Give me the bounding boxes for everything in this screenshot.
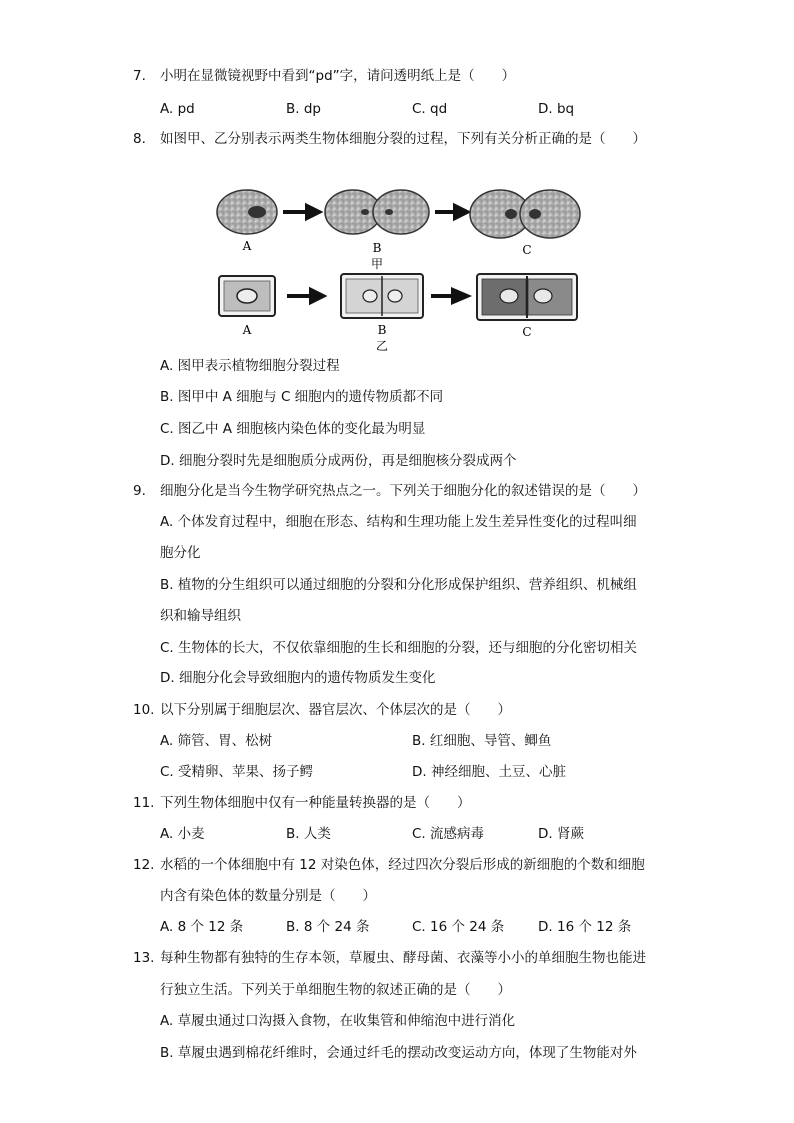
option-b: B. 植物的分生组织可以通过细胞的分裂和分化形成保护组织、营养组织、机械组 bbox=[160, 577, 637, 593]
option-b: B. 人类 bbox=[286, 826, 331, 842]
nucleus bbox=[534, 289, 552, 303]
option-a: A. 个体发育过程中，细胞在形态、结构和生理功能上发生差异性变化的过程叫细 bbox=[160, 514, 637, 530]
label-a: A bbox=[242, 239, 252, 253]
row-yi bbox=[219, 274, 577, 352]
arrow-icon bbox=[283, 206, 319, 218]
option-b: B. 红细胞、导管、鲫鱼 bbox=[412, 733, 552, 749]
row-jia bbox=[217, 190, 580, 271]
cell-division-figure bbox=[205, 182, 595, 352]
question-text: 小明在显微镜视野中看到“pd”字，请问透明纸上是（ ） bbox=[160, 68, 516, 84]
option-c: C. qd bbox=[412, 101, 448, 117]
nucleus bbox=[385, 209, 393, 215]
label-b: B bbox=[372, 241, 382, 255]
question-number: 8. bbox=[133, 131, 146, 147]
question-number: 10. bbox=[133, 702, 155, 718]
option-c: C. 16 个 24 条 bbox=[412, 919, 505, 935]
label-c: C bbox=[522, 325, 532, 339]
label-c: C bbox=[522, 243, 532, 257]
label-b: B bbox=[377, 323, 387, 337]
option-b: B. dp bbox=[286, 101, 321, 117]
option-d: D. 细胞分化会导致细胞内的遗传物质发生变化 bbox=[160, 670, 436, 686]
question-text: 以下分别属于细胞层次、器官层次、个体层次的是（ ） bbox=[160, 702, 511, 718]
question-number: 13. bbox=[133, 950, 155, 966]
question-text-cont: 内含有染色体的数量分别是（ ） bbox=[160, 888, 376, 904]
option-a: A. pd bbox=[160, 101, 195, 117]
option-c: C. 图乙中 A 细胞核内染色体的变化最为明显 bbox=[160, 421, 426, 437]
arrow-icon bbox=[435, 206, 467, 218]
nucleus bbox=[500, 289, 518, 303]
question-text: 水稻的一个体细胞中有 12 对染色体，经过四次分裂后形成的新细胞的个数和细胞 bbox=[160, 857, 645, 873]
animal-cell-a bbox=[217, 190, 277, 234]
animal-cell-b-right bbox=[373, 190, 429, 234]
question-number: 12. bbox=[133, 857, 155, 873]
question-text: 细胞分化是当今生物学研究热点之一。下列关于细胞分化的叙述错误的是（ ） bbox=[160, 483, 646, 499]
arrow-icon bbox=[431, 290, 467, 302]
question-text: 如图甲、乙分别表示两类生物体细胞分裂的过程，下列有关分析正确的是（ ） bbox=[160, 131, 646, 147]
option-d: D. 16 个 12 条 bbox=[538, 919, 632, 935]
option-a: A. 草履虫通过口沟摄入食物，在收集管和伸缩泡中进行消化 bbox=[160, 1013, 516, 1029]
question-number: 9. bbox=[133, 483, 146, 499]
option-d: D. 神经细胞、土豆、心脏 bbox=[412, 764, 566, 780]
option-a: A. 8 个 12 条 bbox=[160, 919, 244, 935]
arrow-icon bbox=[287, 290, 323, 302]
nucleus bbox=[248, 206, 266, 218]
option-b: B. 图甲中 A 细胞与 C 细胞内的遗传物质都不同 bbox=[160, 389, 444, 405]
option-b: B. 8 个 24 条 bbox=[286, 919, 370, 935]
nucleus bbox=[388, 290, 402, 302]
label-yi: 乙 bbox=[375, 339, 389, 352]
nucleus bbox=[505, 209, 517, 219]
option-c: C. 生物体的长大，不仅依靠细胞的生长和细胞的分裂，还与细胞的分化密切相关 bbox=[160, 640, 638, 656]
option-c: C. 流感病毒 bbox=[412, 826, 485, 842]
option-d: D. bq bbox=[538, 101, 575, 117]
option-a-cont: 胞分化 bbox=[160, 545, 201, 561]
question-number: 7. bbox=[133, 68, 146, 84]
nucleus bbox=[237, 289, 257, 303]
option-d: D. 细胞分裂时先是细胞质分成两份，再是细胞核分裂成两个 bbox=[160, 453, 517, 469]
question-text-cont: 行独立生活。下列关于单细胞生物的叙述正确的是（ ） bbox=[160, 982, 511, 998]
question-text: 每种生物都有独特的生存本领，草履虫、酵母菌、衣藻等小小的单细胞生物也能进 bbox=[160, 950, 646, 966]
question-text: 下列生物体细胞中仅有一种能量转换器的是（ ） bbox=[160, 795, 471, 811]
nucleus bbox=[363, 290, 377, 302]
option-a: A. 小麦 bbox=[160, 826, 205, 842]
option-b-cont: 织和输导组织 bbox=[160, 608, 241, 624]
option-a: A. 筛管、胃、松树 bbox=[160, 733, 273, 749]
option-d: D. 肾蕨 bbox=[538, 826, 584, 842]
option-a: A. 图甲表示植物细胞分裂过程 bbox=[160, 358, 340, 374]
question-number: 11. bbox=[133, 795, 155, 811]
option-c: C. 受精卵、苹果、扬子鳄 bbox=[160, 764, 314, 780]
option-b: B. 草履虫遇到棉花纤维时，会通过纤毛的摆动改变运动方向，体现了生物能对外 bbox=[160, 1045, 637, 1061]
nucleus bbox=[361, 209, 369, 215]
label-jia: 甲 bbox=[370, 257, 384, 271]
label-a: A bbox=[242, 323, 252, 337]
nucleus bbox=[529, 209, 541, 219]
